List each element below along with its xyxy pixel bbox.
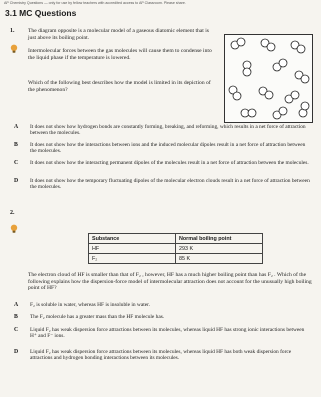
question-1-stem-c: Which of the following best describes how the model is limited in its depiction of the phenomenon? (28, 80, 211, 93)
question-1-option-a[interactable]: It does not show how hydrogen bonds are constantly forming, breaking, and reforming, which results in a net force of attraction between the molecules. (30, 124, 306, 137)
table-header-cell: Normal boiling point (176, 234, 263, 244)
question-1-stem-a: The diagram opposite is a molecular model of a gaseous diatomic element that is just above its boiling point. (28, 28, 209, 41)
question-1-number: 1. (10, 28, 15, 34)
table-row (89, 244, 263, 254)
table-cell: 293 K (176, 244, 263, 254)
diatomic-molecule (241, 109, 256, 117)
diatomic-molecule (259, 87, 273, 99)
option-letter: B (14, 142, 18, 148)
option-letter: C (14, 160, 19, 166)
option-letter: D (14, 178, 19, 184)
lightbulb-icon[interactable] (10, 224, 18, 234)
boiling-point-table (88, 233, 263, 264)
diatomic-molecule (291, 41, 305, 53)
diatomic-molecule (273, 59, 287, 71)
table-cell: 85 K (176, 254, 263, 264)
question-2-option-a[interactable]: F₂ is soluble in water, whereas HF is insoluble in water. (30, 302, 150, 308)
question-2-number: 2. (10, 210, 15, 216)
table-cell: F₂ (89, 254, 176, 264)
option-letter: A (14, 124, 19, 130)
molecule-model-graphic (225, 35, 312, 122)
table-row (89, 254, 263, 264)
table-cell: HF (89, 244, 176, 254)
option-letter: D (14, 349, 19, 355)
question-1-option-c[interactable]: It does not show how the interacting permanent dipoles of the molecules result in a net force of attraction between the molecules. (30, 160, 309, 166)
question-1-option-b[interactable]: It does not show how the interactions between ions and the induced molecular dipoles result in a net force of attraction between the molecules. (30, 142, 306, 155)
diatomic-molecule (273, 107, 287, 119)
question-2-option-d[interactable]: Liquid F₂ has weak dispersion force attractions between its molecules, whereas liquid HF has both weak dispersion force attractions and hydrogen bonding interactions between its molecules. (30, 349, 292, 362)
page-header: AP Chemistry Questions — only for use by fellow teachers with accredited access to AP Classroom. Please share. (4, 1, 186, 5)
diatomic-molecule (299, 102, 309, 117)
question-2-stem: The electron cloud of HF is smaller than that of F₂ , however, HF has a much higher boiling point than has F₂ . Which of the following explains how the dispersion-force model of intermolecular attraction does not account for the unusually high boiling point of HF? (28, 272, 312, 292)
question-2-option-b[interactable]: The F₂ molecule has a greater mass than the HF molecule has. (30, 314, 165, 320)
diatomic-molecule (229, 86, 241, 100)
question-2-option-c[interactable]: Liquid F₂ has weak dispersion force attractions between its molecules, whereas liquid HF has strong ionic interactions between H⁺ and F⁻ ions. (30, 327, 305, 340)
diatomic-molecule (231, 38, 245, 49)
diatomic-molecule (295, 71, 309, 83)
table-header-row (89, 234, 263, 244)
diatomic-molecule (285, 91, 299, 103)
lightbulb-icon[interactable] (10, 44, 18, 54)
diatomic-molecule (243, 61, 251, 76)
option-letter: C (14, 327, 19, 333)
molecular-model-diagram (224, 34, 313, 123)
diatomic-molecule (261, 39, 275, 51)
option-letter: A (14, 302, 19, 308)
question-1-stem-b: Intermolecular forces between the gas molecules will cause them to condense into the liquid phase if the temperature is lowered. (28, 48, 212, 61)
question-1-option-d[interactable]: It does not show how the temporary fluctuating dipoles of the molecular electron clouds result in a net force of attraction between the molecules. (30, 178, 310, 191)
option-letter: B (14, 314, 18, 320)
table-header-cell: Substance (89, 234, 176, 244)
section-title: 3.1 MC Questions (5, 8, 77, 18)
